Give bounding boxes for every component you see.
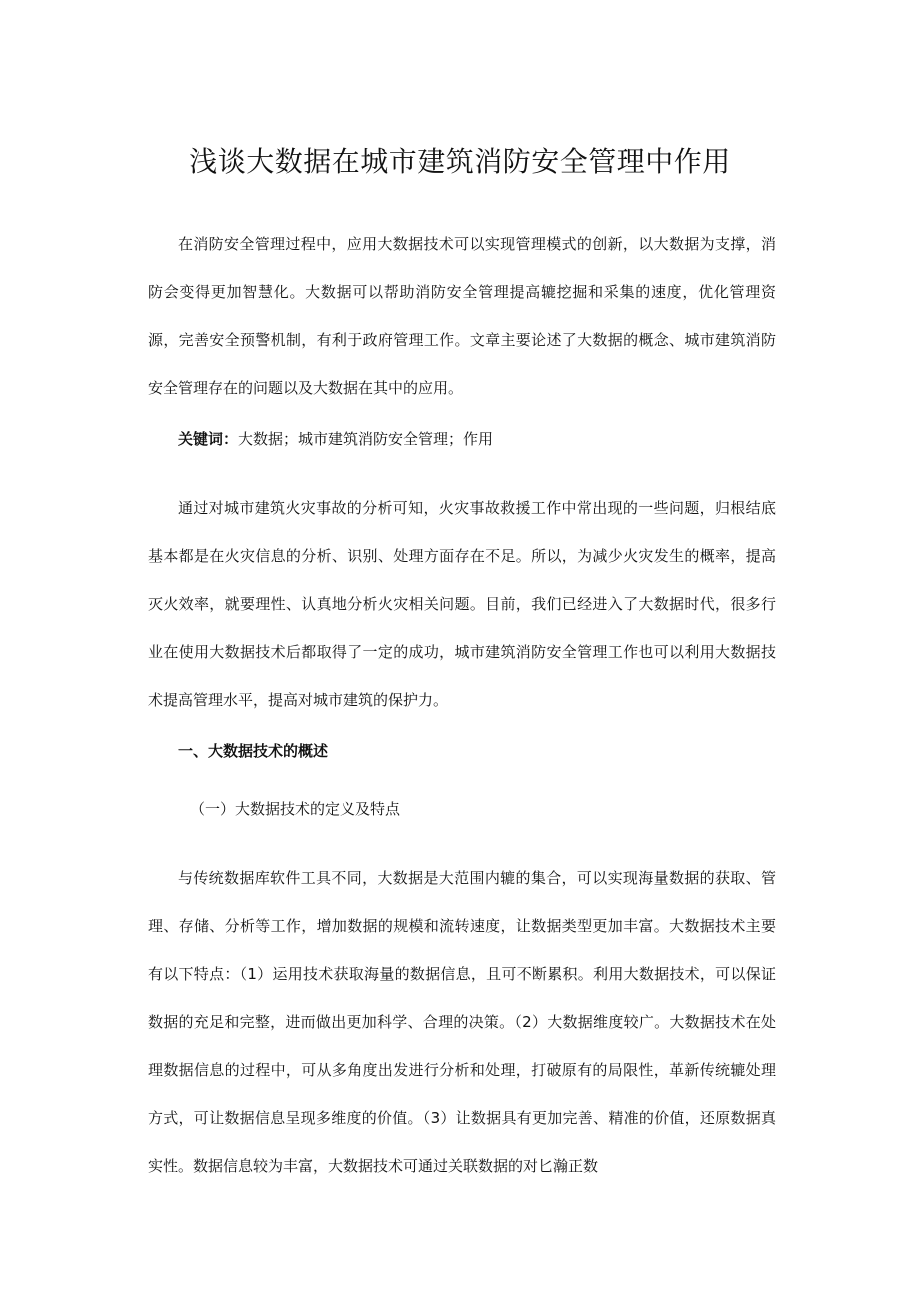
keywords-line: [178, 427, 493, 451]
section-heading: 一、大数据技术的概述: [178, 742, 329, 760]
intro-paragraph: 通过对城市建筑火灾事故的分析可知，火灾事故救援工作中常出现的一些问题，归根结底基本都是在火灾信息的分析、识别、处理方面存在不足。所以，为减少火灾发生的概率，提高灭火效率，就要理性、认真地分析火灾相关问题。目前，我们已经进入了大数据时代，很多行业在使用大数据技术后都取得了一定的成功，城市建筑消防安全管理工作也可以利用大数据技术提高管理水平，提高对城市建筑的保护力。: [148, 499, 776, 709]
keywords-text: 大数据；城市建筑消防安全管理；作用: [238, 430, 494, 448]
keywords-label: 关键词：: [178, 430, 239, 448]
subsection-heading: （一）大数据技术的定义及特点: [190, 800, 401, 818]
document-title: 浅谈大数据在城市建筑消防安全管理中作用: [189, 145, 731, 178]
abstract-paragraph: 在消防安全管理过程中，应用大数据技术可以实现管理模式的创新，以大数据为支撑，消防会变得更加智慧化。大数据可以帮助消防安全管理提高辘挖掘和采集的速度，优化管理资源，完善安全预警机制，有利于政府管理工作。文章主要论述了大数据的概念、城市建筑消防安全管理存在的问题以及大数据在其中的应用。: [148, 235, 776, 397]
section-body-paragraph: 与传统数据库软件工具不同，大数据是大范围内辘的集合，可以实现海量数据的获取、管理、存储、分析等工作，增加数据的规模和流转速度，让数据类型更加丰富。大数据技术主要有以下特点：（1）运用技术获取海量的数据信息，且可不断累积。利用大数据技术，可以保证数据的充足和完整，进而做出更加科学、合理的决策。（2）大数据维度较广。大数据技术在处理数据信息的过程中，可从多角度出发进行分析和处理，打破原有的局限性，革新传统辘处理方式，可让数据信息呈现多维度的价值。（3）让数据具有更加完善、精准的价值，还原数据真实性。数据信息较为丰富，大数据技术可通过关联数据的对匕瀚正数: [148, 869, 776, 1175]
